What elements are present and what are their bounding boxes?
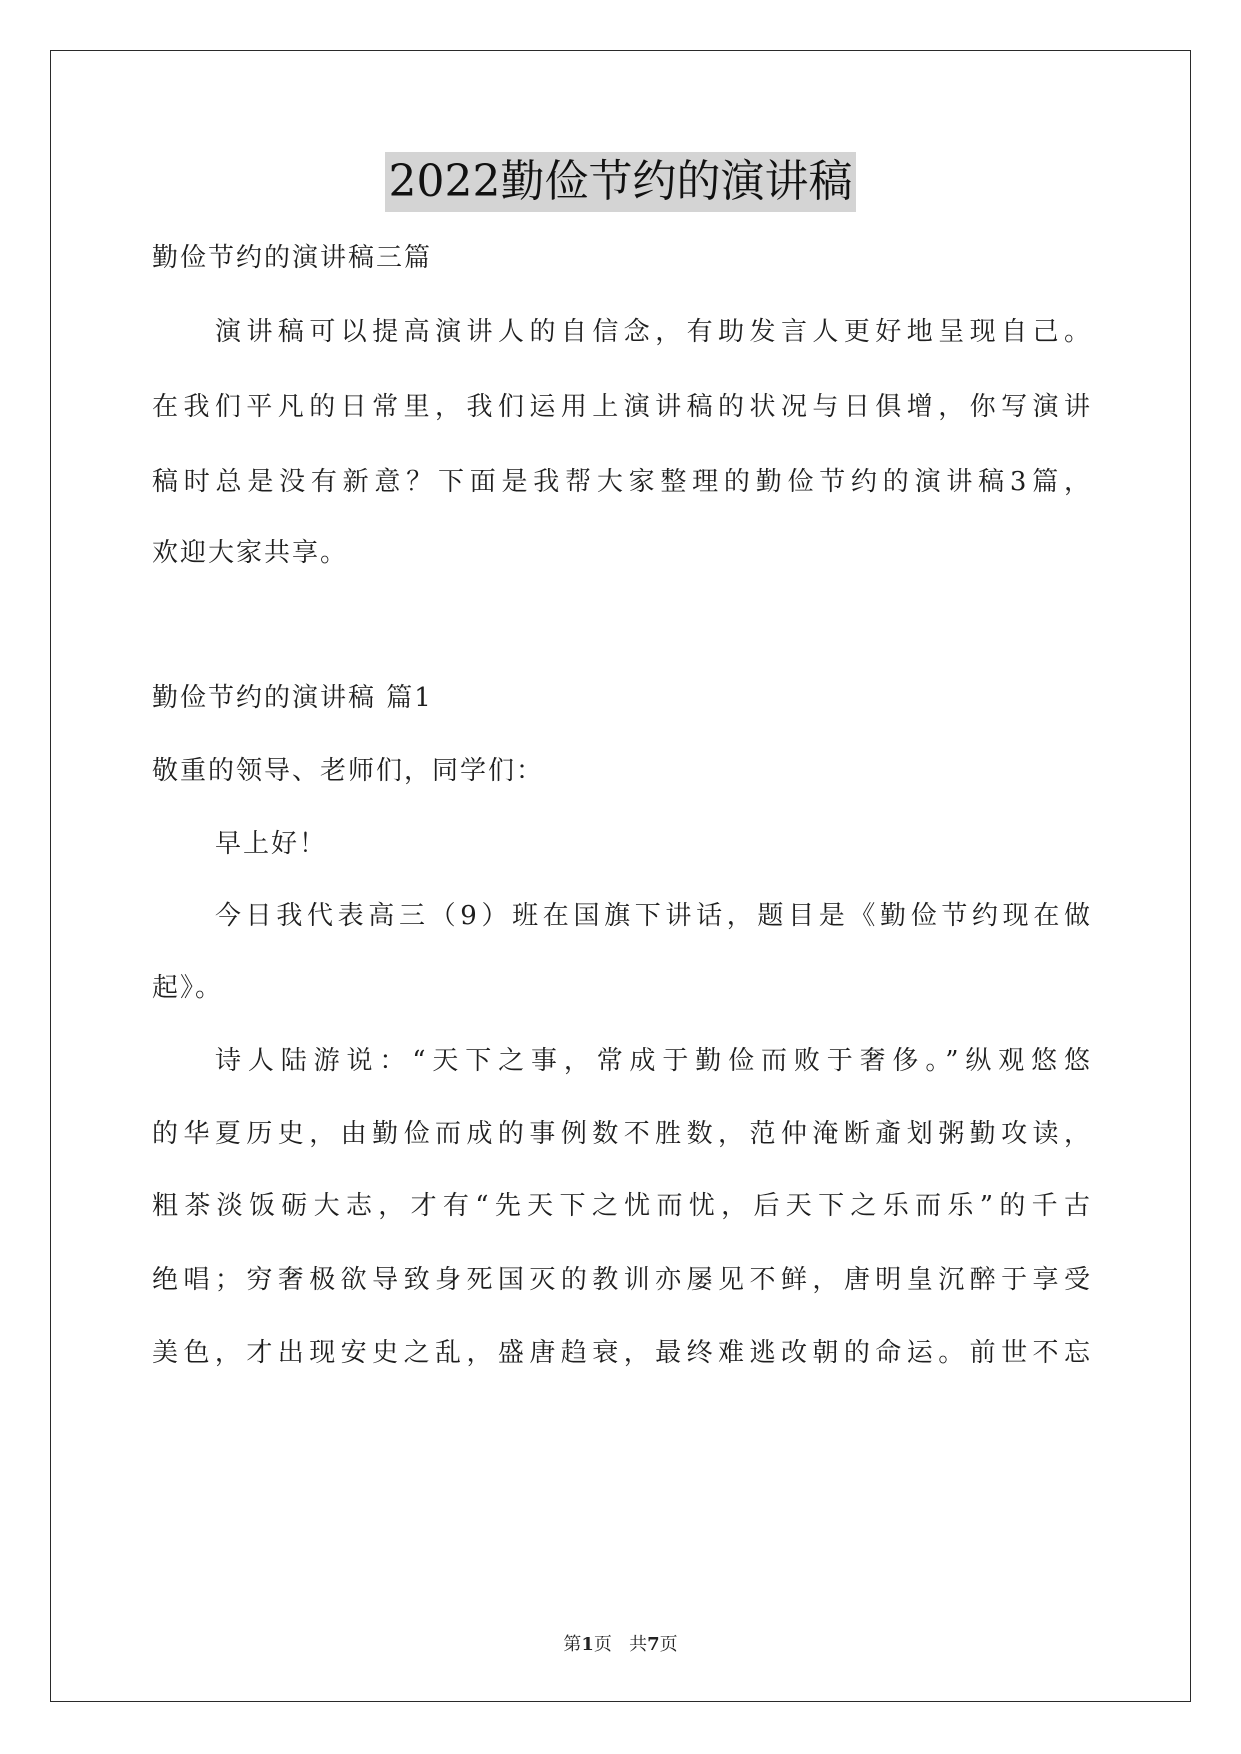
footer-page-number: 1 (581, 1634, 594, 1655)
footer-total-pages: 7 (647, 1634, 660, 1655)
page-border (50, 50, 1191, 1702)
intro-line-3: 稿时总是没有新意？下面是我帮大家整理的勤俭节约的演讲稿3篇， (152, 467, 1090, 497)
paragraph-2-line-1: 诗人陆游说：“天下之事，常成于勤俭而败于奢侈。”纵观悠悠 (215, 1046, 1090, 1076)
subtitle: 勤俭节约的演讲稿三篇 (152, 243, 433, 273)
footer-mid: 页 共 (593, 1634, 648, 1655)
paragraph-2-line-4: 绝唱；穷奢极欲导致身死国灭的教训亦屡见不鲜，唐明皇沉醉于享受 (152, 1265, 1090, 1295)
page-footer (0, 1633, 1241, 1657)
paragraph-2-line-5: 美色，才出现安史之乱，盛唐趋衰，最终难逃改朝的命运。前世不忘 (152, 1338, 1090, 1368)
salutation: 敬重的领导、老师们，同学们： (152, 756, 545, 786)
paragraph-2-line-3: 粗茶淡饭砺大志，才有“先天下之忧而忧，后天下之乐而乐”的千古 (152, 1191, 1090, 1221)
intro-line-4: 欢迎大家共享。 (152, 538, 349, 568)
section-heading: 勤俭节约的演讲稿 篇1 (152, 683, 433, 713)
paragraph-1-line-1: 今日我代表高三（9）班在国旗下讲话，题目是《勤俭节约现在做 (215, 901, 1090, 931)
intro-line-1: 演讲稿可以提高演讲人的自信念，有助发言人更好地呈现自己。 (215, 317, 1090, 347)
title-container (0, 152, 1241, 212)
footer-prefix: 第 (563, 1634, 582, 1655)
intro-line-2: 在我们平凡的日常里，我们运用上演讲稿的状况与日俱增，你写演讲 (152, 392, 1090, 422)
document-title: 2022勤俭节约的演讲稿 (385, 152, 857, 212)
greeting: 早上好！ (215, 829, 328, 859)
paragraph-1-line-2: 起》。 (152, 973, 224, 1003)
footer-suffix: 页 (659, 1634, 678, 1655)
paragraph-2-line-2: 的华夏历史，由勤俭而成的事例数不胜数，范仲淹断齑划粥勤攻读， (152, 1119, 1090, 1149)
